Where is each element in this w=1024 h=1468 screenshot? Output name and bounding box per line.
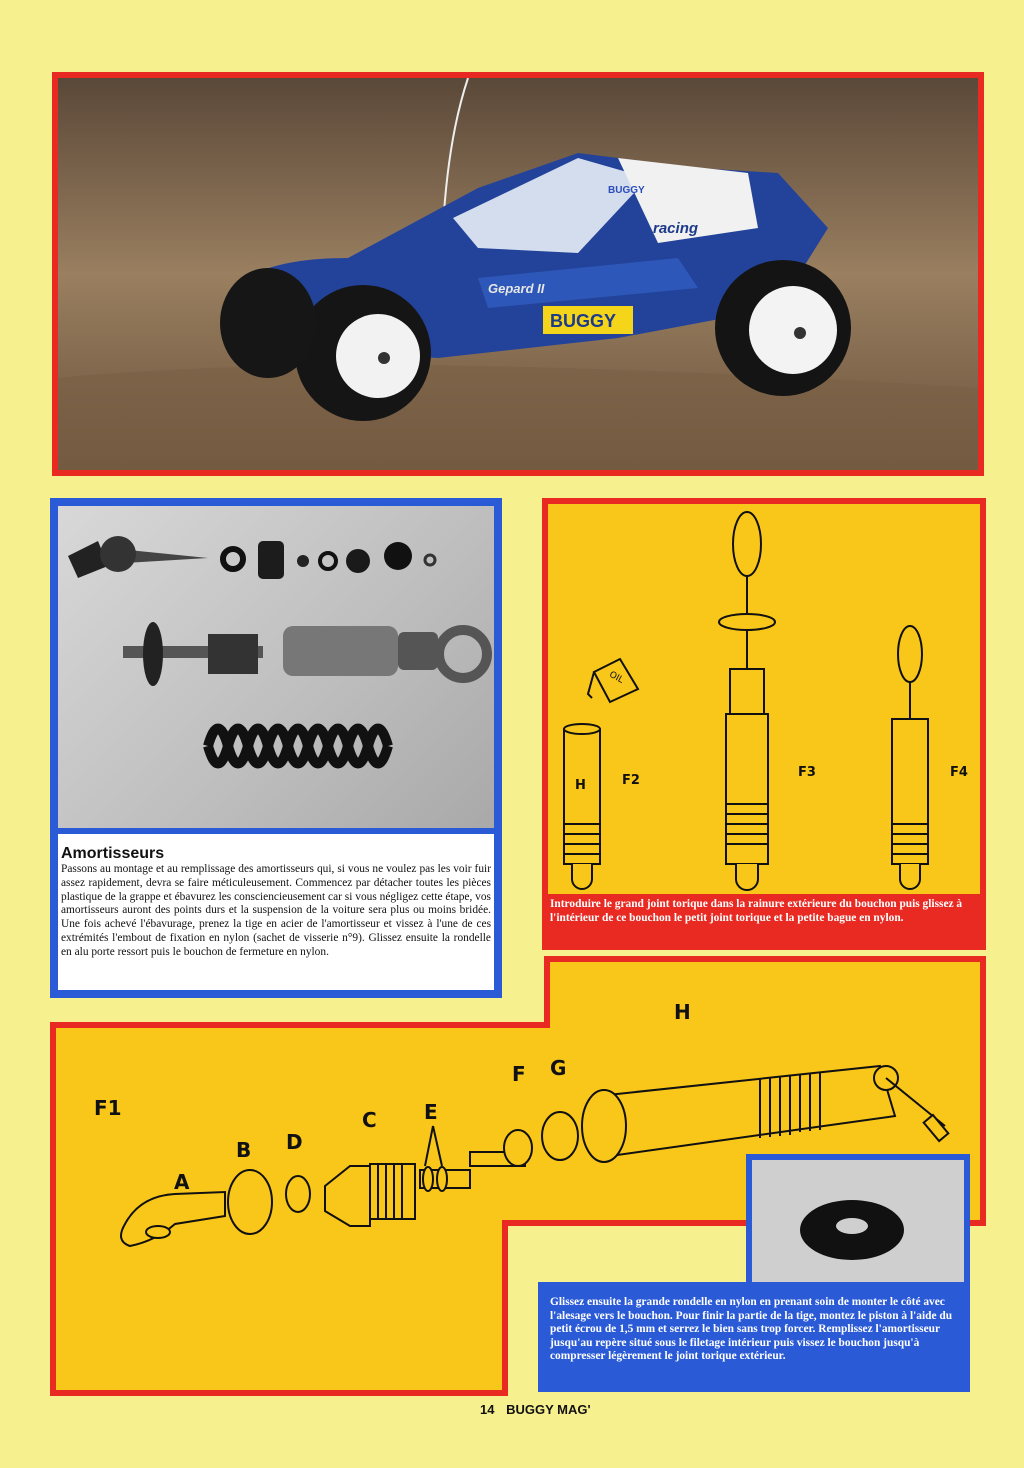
label-f2: F2 [622, 773, 640, 788]
shock-absorber-box [50, 498, 502, 998]
shock-section-title: Amortisseurs [61, 845, 165, 862]
car-label-buggy-small: BUGGY [608, 185, 645, 196]
figure-f1-title: F1 [94, 1096, 122, 1120]
buggy-illustration [58, 78, 978, 470]
label-f4: F4 [950, 765, 968, 780]
page-number: 14 [480, 1402, 495, 1417]
label-oil: OIL [607, 670, 626, 686]
figures-f2-f4-area [548, 504, 980, 894]
front-wheel-left [220, 268, 316, 378]
figures-f2-f4-panel [542, 498, 986, 950]
part-label-g: G [550, 1056, 567, 1080]
part-label-b: B [236, 1138, 252, 1162]
buggy-photo [58, 78, 978, 470]
shock-section-body: Passons au montage et au remplissage des amortisseurs qui, si vous ne voulez pas les voir fuir assez rapidement, devra se faire méticuleusement. Commencez par détacher toutes les pièces plastique de la grappe et ébavurez les consciencieusement car si vous négligez cette étape, vos amortisseurs auront des points durs et la suspension de la voiture sera plus ou moins bridée. Une fois achevé l'ébavurage, prenez la tige en acier de l'amortisseur et vissez à l'une de ces extrémités l'embout de fixation en nylon (sachet de visserie n°9). Glissez ensuite la rondelle en alu porte ressort puis le bouchon de fermeture en nylon. [61, 863, 491, 958]
part-label-c: C [362, 1108, 377, 1132]
magazine-name: BUGGY MAG' [506, 1402, 591, 1417]
figures-f2-f4-caption: Introduire le grand joint torique dans la rainure extérieure du bouchon puis glissez à l'intérieur de ce bouchon le petit joint torique et la petite bague en nylon. [550, 898, 963, 924]
figure-f1-caption: Glissez ensuite la grande rondelle en nylon en prenant soin de monter le côté avec l'alesage vers le bouchon. Pour finir la partie de la tige, montez le piston à l'aide du petit écrou de 1,5 mm et serrez le bien sans trop forcer. Remplissez l'amortisseur jusqu'au repère situé sous le filetage intérieur puis vissez le bouchon jusqu'à compresser légèrement le joint torique extérieur. [550, 1296, 953, 1363]
car-label-buggy-big: BUGGY [550, 311, 617, 331]
page-footer [480, 1402, 591, 1417]
washer-photo-frame [746, 1154, 970, 1282]
shock-parts-photo [58, 506, 494, 828]
part-label-h: H [674, 1000, 691, 1024]
top-photo-frame [52, 72, 984, 476]
shock-parts-illustration [58, 506, 494, 828]
part-label-d: D [286, 1130, 303, 1154]
label-h-f2: H [575, 778, 586, 793]
washer-illustration [752, 1160, 964, 1282]
washer-photo [752, 1160, 964, 1282]
figures-f2-f4-drawing [548, 504, 980, 894]
part-label-f: F [512, 1062, 526, 1086]
front-wheel [295, 285, 431, 421]
spring [208, 729, 388, 764]
rear-wheel [715, 260, 851, 396]
part-label-a: A [174, 1170, 190, 1194]
car-label-racing: racing [653, 220, 699, 237]
figure-f1-caption-box [538, 1282, 970, 1392]
label-f3: F3 [798, 765, 816, 780]
part-label-e: E [424, 1100, 438, 1124]
car-label-gepard: Gepard II [488, 281, 545, 296]
